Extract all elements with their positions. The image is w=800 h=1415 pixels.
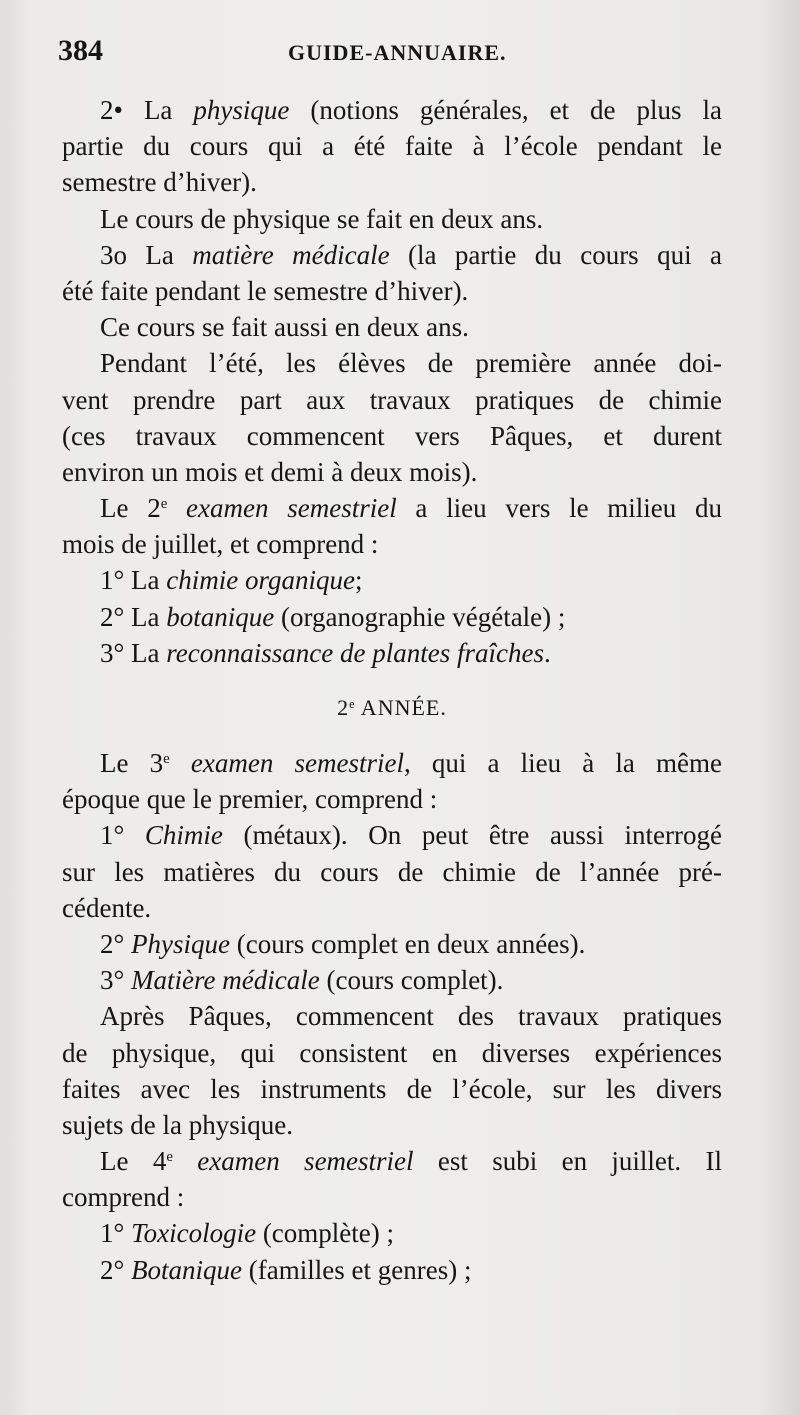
text-line: environ un mois et demi à deux mois).: [62, 456, 478, 487]
text-line: Le 4e examen semestriel est subi en juillet. Il: [100, 1146, 722, 1177]
list-item: 1° La chimie organique;: [100, 565, 363, 596]
text-line: comprend :: [62, 1182, 185, 1213]
text-line: semestre d’hiver).: [62, 167, 257, 198]
text-line: mois de juillet, et comprend :: [62, 529, 379, 560]
list-item: 2° La botanique (organographie végétale) ;: [100, 601, 566, 632]
list-item: 2° Botanique (familles et genres) ;: [100, 1254, 472, 1285]
text-line: époque que le premier, comprend :: [62, 784, 438, 815]
text-line: Pendant l’été, les élèves de première année doi-: [100, 348, 722, 379]
text-line: partie du cours qui a été faite à l’école pendant le: [62, 131, 722, 162]
text-line: (ces travaux commencent vers Pâques, et durent: [62, 420, 722, 451]
running-header: [58, 34, 760, 74]
text-line: faites avec les instruments de l’école, sur les divers: [62, 1073, 722, 1104]
text-line: 3o La matière médicale (la partie du cours qui a: [100, 239, 722, 270]
list-item: 2° Physique (cours complet en deux années).: [100, 928, 586, 959]
text-line: Après Pâques, commencent des travaux pratiques: [100, 1001, 722, 1032]
text-line: Le cours de physique se fait en deux ans.: [100, 203, 544, 234]
list-item: 1° Toxicologie (complète) ;: [100, 1218, 395, 1249]
page-body: [62, 92, 722, 1288]
text-line: été faite pendant le semestre d’hiver).: [62, 275, 469, 306]
list-item: 3° Matière médicale (cours complet).: [100, 965, 504, 996]
text-line: Le 2e examen semestriel a lieu vers le milieu du: [100, 493, 722, 524]
running-title: GUIDE-ANNUAIRE.: [288, 40, 507, 65]
page-number: 384: [58, 34, 103, 67]
text-line: vent prendre part aux travaux pratiques de chimie: [62, 384, 722, 415]
list-item: 3° La reconnaissance de plantes fraîches.: [100, 637, 551, 668]
text-line: cédente.: [62, 892, 152, 923]
text-line: sujets de la physique.: [62, 1109, 293, 1140]
text-line: Ce cours se fait aussi en deux ans.: [100, 312, 469, 343]
text-line: sur les matières du cours de chimie de l’année pré-: [62, 856, 722, 887]
text-line: de physique, qui consistent en diverses expériences: [62, 1037, 722, 1068]
text-line: 1° Chimie (métaux). On peut être aussi interrogé: [100, 820, 722, 851]
section-heading: 2e ANNÉE.: [337, 695, 447, 720]
text-line: 2• La physique (notions générales, et de plus la: [100, 95, 722, 125]
text-line: Le 3e examen semestriel, qui a lieu à la même: [100, 748, 722, 778]
